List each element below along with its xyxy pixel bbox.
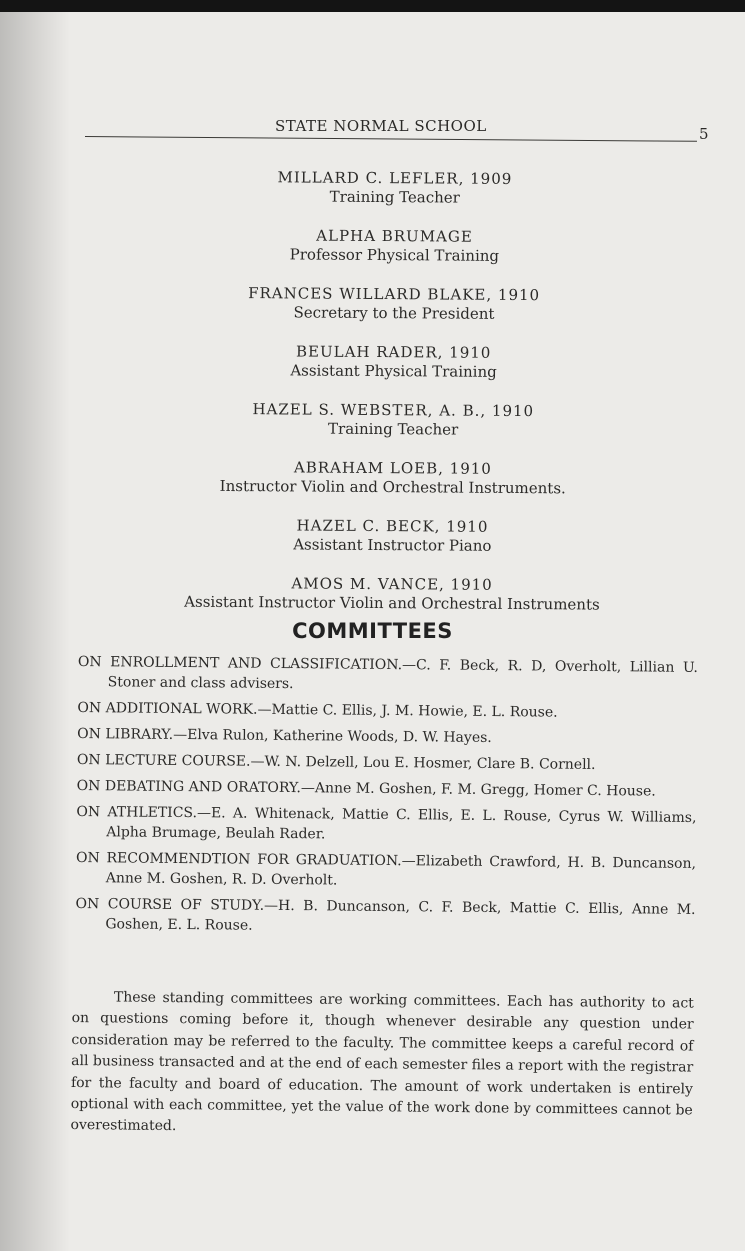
staff-list [87, 167, 700, 635]
running-head: STATE NORMAL SCHOOL [275, 117, 487, 135]
staff-title: Assistant Instructor Violin and Orchestral Instruments [184, 592, 600, 614]
staff-name: BEULAH RADER, 1910 [295, 342, 492, 362]
staff-title: Training Teacher [328, 419, 459, 439]
staff-name: ABRAHAM LOEB, 1910 [293, 458, 492, 478]
staff-name: AMOS M. VANCE, 1910 [291, 574, 493, 594]
staff-entry [88, 457, 698, 519]
committee-item: ON ENROLLMENT AND CLASSIFICATION.—C. F. Beck, R. D, Overholt, Lillian U. Stoner and class advisers. [77, 653, 698, 693]
staff-entry [87, 515, 697, 577]
staff-title: Professor Physical Training [289, 245, 500, 265]
committee-item: ON ADDITIONAL WORK.—Mattie C. Ellis, J. M. Howie, E. L. Rouse. [77, 699, 558, 721]
staff-title: Assistant Instructor Piano [293, 535, 492, 555]
committee-item: ON ATHLETICS.—E. A. Whitenack, Mattie C. Ellis, E. L. Rouse, Cyrus W. Williams, Alpha Brumage, Beulah Rader. [76, 803, 697, 843]
staff-name: HAZEL S. WEBSTER, A. B., 1910 [252, 400, 535, 421]
staff-name: HAZEL C. BECK, 1910 [296, 516, 489, 536]
page-top-edge [0, 0, 745, 12]
committee-list [75, 652, 698, 946]
committee-item: ON LIBRARY.—Elva Rulon, Katherine Woods, D. W. Hayes. [77, 725, 492, 746]
staff-title: Assistant Physical Training [290, 361, 497, 381]
staff-title: Training Teacher [329, 187, 460, 207]
committees-heading: COMMITTEES [292, 619, 453, 643]
closing-paragraph: These standing committees are working committees. Each has authority to act on questions coming before it, though whenever desirable any question under consideration may be referred to the faculty. The committee keeps a careful record of all business transacted and at the end of each semester files a report with the registrar for the faculty and board of education. The amount of work undertaken is entirely optional with each committee, yet the value of the work done by committees cannot be overestimated. [70, 989, 694, 1135]
committee-item: ON LECTURE COURSE.—W. N. Delzell, Lou E. Hosmer, Clare B. Cornell. [76, 751, 596, 773]
staff-entry [88, 341, 698, 403]
staff-entry [89, 225, 699, 287]
staff-name: FRANCES WILLARD BLAKE, 1910 [248, 284, 541, 305]
staff-name: ALPHA BRUMAGE [316, 226, 473, 246]
staff-entry [89, 283, 699, 345]
page-number: 5 [699, 125, 709, 143]
staff-entry [88, 399, 698, 461]
staff-name: MILLARD C. LEFLER, 1909 [277, 168, 513, 188]
committee-item: ON RECOMMENDTION FOR GRADUATION.—Elizabeth Crawford, H. B. Duncanson, Anne M. Goshen, R. D. Overholt. [75, 849, 697, 889]
staff-title: Secretary to the President [293, 303, 495, 323]
committee-item: ON DEBATING AND ORATORY.—Anne M. Goshen, F. M. Gregg, Homer C. House. [76, 777, 656, 800]
committee-item: ON COURSE OF STUDY.—H. B. Duncanson, C. F. Beck, Mattie C. Ellis, Anne M. Goshen, E. L. Rouse. [75, 895, 696, 934]
staff-title: Instructor Violin and Orchestral Instruments. [219, 476, 566, 498]
staff-entry [90, 167, 700, 229]
